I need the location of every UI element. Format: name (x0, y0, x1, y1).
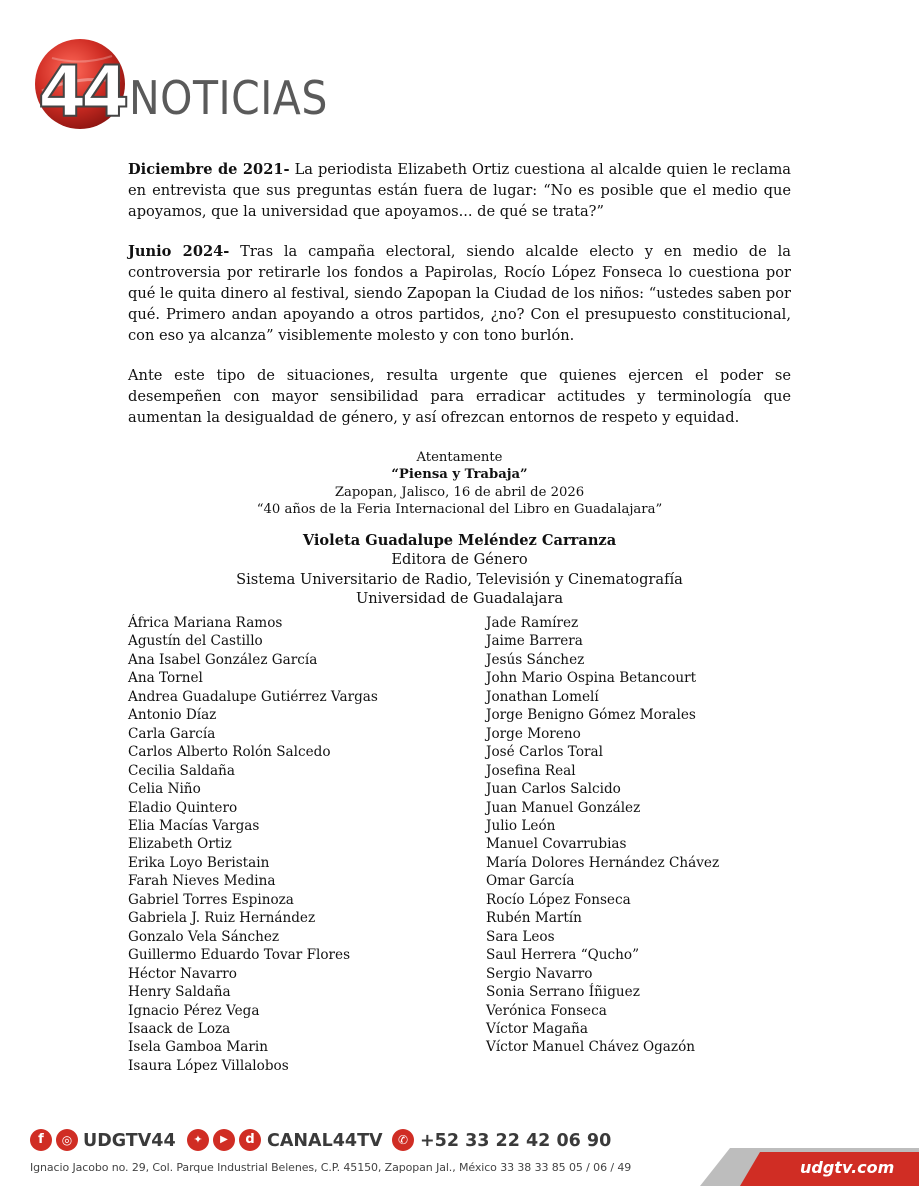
signatory-name: Elizabeth Ortiz (128, 836, 232, 853)
footer-social-bar (30, 1128, 650, 1154)
signatory-name: Jorge Benigno Gómez Morales (486, 707, 696, 724)
paragraph-december-2021 (128, 160, 791, 222)
signer-university: Universidad de Guadalajara (355, 590, 564, 608)
signer-system: Sistema Universitario de Radio, Televisión y Cinematografía (236, 570, 683, 588)
signatory-name: Gonzalo Vela Sánchez (128, 928, 280, 945)
signatory-name: Ana Isabel González García (128, 651, 318, 668)
signatories-column-right (486, 614, 719, 1057)
signer-name: Violeta Guadalupe Meléndez Carranza (302, 531, 617, 549)
signatory-name: Guillermo Eduardo Tovar Flores (128, 947, 351, 964)
closing-block (128, 449, 791, 519)
paragraph-lead: Diciembre de 2021- (128, 161, 290, 178)
phone-icon: ✆ (392, 1129, 414, 1151)
signature-block (128, 531, 791, 609)
signatory-name: Sara Leos (486, 928, 555, 945)
signatory-name: Josefina Real (486, 762, 576, 779)
signatories-column-left (128, 614, 378, 1075)
tiktok-icon[interactable]: d (239, 1129, 261, 1151)
signatory-name: Jonathan Lomelí (486, 688, 599, 705)
signatory-name: Jade Ramírez (486, 615, 579, 631)
signatory-name: Eladio Quintero (128, 799, 238, 816)
paragraph-lead: Junio 2024- (128, 243, 230, 261)
signatory-name: José Carlos Toral (486, 744, 603, 761)
signatory-name: Gabriel Torres Espinoza (128, 891, 294, 908)
logo-number (32, 36, 142, 132)
signatory-name: Jaime Barrera (486, 633, 583, 650)
signatory-name: Elia Macías Vargas (128, 817, 260, 834)
paragraph-text: Tras la campaña electoral, siendo alcalde electo y en medio de la controversia por retirarle los fondos a Papirolas, Rocío López Fonseca lo cuestiona por qué le quita dinero al festival, siendo Zapopan la Ciudad de los niños: “ustedes saben por qué. Primero andan apoyando a otros partidos, ¿no? Con el presupuesto constitucional, con eso ya alcanza” visiblemente molesto y con tono burlón. (128, 243, 792, 344)
footer-address: Ignacio Jacobo no. 29, Col. Parque Industrial Belenes, C.P. 45150, Zapopan Jal., México 33 38 33 85 05 / 06 / 49 (30, 1161, 632, 1174)
signatory-name: Saul Herrera “Qucho” (486, 947, 640, 964)
signatory-name: Isela Gamboa Marin (128, 1039, 268, 1056)
signatory-name: Antonio Díaz (128, 707, 217, 724)
channel-logo (32, 36, 328, 132)
paragraph-text: La periodista Elizabeth Ortiz cuestiona al alcalde quien le reclama en entrevista que sus preguntas están fuera de lugar: “No es posible que el medio que apoyamos, que la universidad que apoyamos... de qué se trata?” (128, 161, 791, 220)
signatory-name: Carlos Alberto Rolón Salcedo (128, 744, 331, 761)
signatory-name: María Dolores Hernández Chávez (486, 854, 720, 871)
twitter-icon[interactable]: ✦ (187, 1129, 209, 1151)
paragraph-text: Ante este tipo de situaciones, resulta urgente que quienes ejercen el poder se desempeñen con mayor sensibilidad para erradicar actitudes y terminología que aumentan la desigualdad de género, y así ofrezcan entornos de respeto y equidad. (128, 367, 791, 426)
letter-body (128, 160, 791, 609)
signatory-name: Manuel Covarrubias (486, 836, 627, 853)
signatory-name: Omar García (486, 873, 575, 890)
signer-role: Editora de Género (391, 551, 528, 569)
signatory-name: Verónica Fonseca (486, 1002, 607, 1019)
footer-handle-udgtv44[interactable]: UDGTV44 (83, 1131, 176, 1151)
signatory-name: Juan Manuel González (486, 799, 641, 816)
paragraph-conclusion (128, 366, 791, 428)
logo-wordmark: NOTICIAS (129, 71, 328, 126)
signatory-name: Henry Saldaña (128, 984, 231, 1001)
signatory-name: Sergio Navarro (486, 965, 593, 982)
signatory-name: Celia Niño (128, 781, 201, 798)
instagram-icon[interactable]: ◎ (56, 1129, 78, 1151)
signatory-name: John Mario Ospina Betancourt (486, 670, 697, 687)
signatory-name: Cecilia Saldaña (128, 762, 235, 779)
signatory-name: Isaura López Villalobos (128, 1057, 289, 1074)
logo-number-text: 44 (38, 51, 124, 132)
signatory-name: Héctor Navarro (128, 965, 237, 982)
closing-motto: “Piensa y Trabaja” (391, 467, 528, 483)
signatory-name: Erika Loyo Beristain (128, 854, 270, 871)
signatory-name: África Mariana Ramos (128, 615, 283, 631)
signatory-name: Jesús Sánchez (486, 651, 585, 668)
signatory-name: Víctor Magaña (486, 1020, 588, 1037)
footer-handle-canal44tv[interactable]: CANAL44TV (267, 1131, 383, 1151)
signatory-name: Ana Tornel (128, 670, 203, 687)
signatory-name: Julio León (486, 817, 556, 834)
signatory-name: Jorge Moreno (486, 725, 581, 742)
closing-regards: Atentamente (416, 449, 503, 465)
signatory-name: Víctor Manuel Chávez Ogazón (486, 1039, 696, 1056)
signatory-name: Sonia Serrano Íñiguez (486, 984, 640, 1001)
signatory-name: Carla García (128, 725, 216, 742)
footer-website-link[interactable]: udgtv.com (800, 1158, 895, 1177)
signatory-name: Gabriela J. Ruiz Hernández (128, 910, 316, 927)
signatory-name: Rubén Martín (486, 910, 582, 927)
signatory-name: Isaack de Loza (128, 1020, 231, 1037)
signatory-name: Andrea Guadalupe Gutiérrez Vargas (128, 688, 378, 705)
signatory-name: Farah Nieves Medina (128, 873, 276, 890)
facebook-icon[interactable]: f (30, 1129, 52, 1151)
signatory-name: Ignacio Pérez Vega (128, 1002, 260, 1019)
footer-phone[interactable]: +52 33 22 42 06 90 (420, 1131, 612, 1151)
signatory-name: Juan Carlos Salcido (486, 781, 621, 798)
paragraph-june-2024 (128, 242, 791, 346)
closing-place-date: Zapopan, Jalisco, 16 de abril de 2026 (334, 484, 585, 500)
youtube-icon[interactable]: ▶ (213, 1129, 235, 1151)
closing-anniversary: “40 años de la Feria Internacional del Libro en Guadalajara” (256, 502, 663, 518)
signatory-name: Agustín del Castillo (128, 633, 263, 650)
signatory-name: Rocío López Fonseca (486, 891, 631, 908)
